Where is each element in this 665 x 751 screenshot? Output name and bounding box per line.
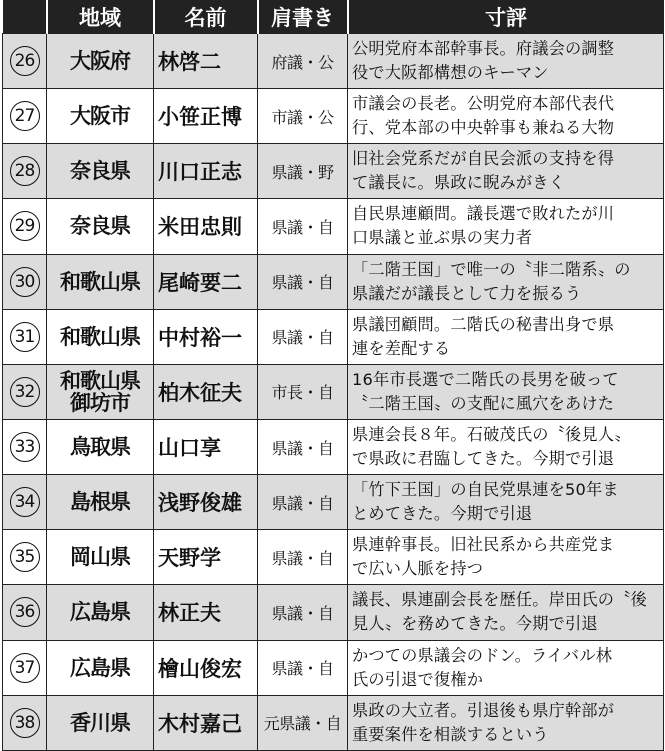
comment-line: 県連会長８年。石破茂氏の〝後見人〟 bbox=[352, 425, 631, 445]
region-cell bbox=[47, 199, 154, 254]
circled-number: 38 bbox=[10, 708, 40, 738]
comment-cell bbox=[348, 364, 664, 419]
person-title: 県議・自 bbox=[258, 419, 348, 474]
circled-number: 37 bbox=[10, 653, 40, 683]
comment-line: て議長に。県政に睨みがきく bbox=[352, 173, 566, 193]
region-text: 鳥取県 bbox=[70, 435, 130, 460]
row-number-cell bbox=[3, 254, 47, 309]
region-cell bbox=[47, 34, 154, 89]
row-number-cell bbox=[3, 585, 47, 640]
comment-cell bbox=[348, 309, 664, 364]
row-number-cell bbox=[3, 640, 47, 695]
circled-number: 27 bbox=[10, 101, 40, 131]
person-title: 県議・自 bbox=[258, 475, 348, 530]
politicians-table bbox=[2, 0, 664, 751]
region-cell bbox=[47, 530, 154, 585]
region-cell bbox=[47, 364, 154, 419]
person-title: 県議・自 bbox=[258, 254, 348, 309]
region-text: 香川県 bbox=[70, 710, 130, 735]
header-name: 名前 bbox=[154, 0, 258, 34]
region-cell bbox=[47, 640, 154, 695]
region-cell bbox=[47, 419, 154, 474]
person-name: 林啓二 bbox=[154, 34, 258, 89]
comment-line: 議長、県連副会長を歴任。岸田氏の〝後 bbox=[352, 590, 647, 610]
circled-number: 28 bbox=[10, 156, 40, 186]
person-name: 木村嘉己 bbox=[154, 695, 258, 750]
comment-line: 16年市長選で二階氏の長男を破って bbox=[352, 369, 619, 389]
table-row bbox=[3, 89, 664, 144]
table-row bbox=[3, 364, 664, 419]
comment-line: 役で大阪都構想のキーマン bbox=[352, 63, 549, 83]
comment-cell bbox=[348, 585, 664, 640]
circled-number: 36 bbox=[10, 597, 40, 627]
comment-line: 県連幹事長。旧社民系から共産党ま bbox=[352, 535, 615, 555]
person-title: 府議・公 bbox=[258, 34, 348, 89]
circled-number: 35 bbox=[10, 542, 40, 572]
region-text: 和歌山県 bbox=[60, 269, 140, 294]
region-text: 岡山県 bbox=[70, 545, 130, 570]
comment-line: かつての県議会のドン。ライバル林 bbox=[352, 645, 613, 665]
person-name: 小笹正博 bbox=[154, 89, 258, 144]
comment-cell bbox=[348, 419, 664, 474]
comment-line: で広い人脈を持つ bbox=[352, 559, 484, 579]
person-title: 市長・自 bbox=[258, 364, 348, 419]
comment-line: 公明党府本部幹事長。府議会の調整 bbox=[352, 39, 615, 59]
person-title: 県議・自 bbox=[258, 309, 348, 364]
row-number-cell bbox=[3, 530, 47, 585]
circled-number: 31 bbox=[10, 322, 40, 352]
circled-number: 34 bbox=[10, 487, 40, 517]
comment-line: とめてきた。今期で引退 bbox=[352, 504, 533, 524]
comment-cell bbox=[348, 144, 664, 199]
region-text: 広島県 bbox=[70, 600, 130, 625]
header-title: 肩書き bbox=[258, 0, 348, 34]
table-row bbox=[3, 419, 664, 474]
region-text: 島根県 bbox=[70, 490, 130, 515]
person-name: 尾崎要二 bbox=[154, 254, 258, 309]
region-text: 広島県 bbox=[70, 655, 130, 680]
table-row bbox=[3, 530, 664, 585]
row-number-cell bbox=[3, 695, 47, 750]
comment-line: 旧社会党系だが自民会派の支持を得 bbox=[352, 149, 615, 169]
comment-line: 連を差配する bbox=[352, 338, 451, 358]
region-cell bbox=[47, 309, 154, 364]
comment-line: で県政に君臨してきた。今期で引退 bbox=[352, 449, 615, 469]
region-cell bbox=[47, 695, 154, 750]
comment-line: 県政の大立者。引退後も県庁幹部が bbox=[352, 700, 615, 720]
table-row bbox=[3, 475, 664, 530]
comment-line: 氏の引退で復権か bbox=[352, 669, 484, 689]
comment-line: 行、党本部の中央幹事も兼ねる大物 bbox=[352, 118, 615, 138]
comment-line: 〝二階王国〟の支配に風穴をあけた bbox=[352, 393, 615, 413]
row-number-cell bbox=[3, 199, 47, 254]
row-number-cell bbox=[3, 419, 47, 474]
region-text: 大阪府 bbox=[70, 49, 130, 74]
table-row bbox=[3, 585, 664, 640]
row-number-cell bbox=[3, 475, 47, 530]
comment-line: 「竹下王国」の自民党県連を50年ま bbox=[352, 480, 619, 500]
row-number-cell bbox=[3, 34, 47, 89]
comment-line: 自民県連顧問。議長選で敗れたが川 bbox=[352, 204, 615, 224]
region-cell bbox=[47, 585, 154, 640]
row-number-cell bbox=[3, 364, 47, 419]
comment-cell bbox=[348, 475, 664, 530]
region-cell bbox=[47, 254, 154, 309]
person-title: 県議・野 bbox=[258, 144, 348, 199]
comment-cell bbox=[348, 640, 664, 695]
comment-line: 見人〟を務めてきた。今期で引退 bbox=[352, 614, 598, 634]
person-name: 浅野俊雄 bbox=[154, 475, 258, 530]
table-header bbox=[3, 0, 664, 34]
person-name: 天野学 bbox=[154, 530, 258, 585]
region-text: 御坊市 bbox=[70, 390, 130, 415]
header-comment: 寸評 bbox=[348, 0, 664, 34]
person-title: 元県議・自 bbox=[258, 695, 348, 750]
person-name: 林正夫 bbox=[154, 585, 258, 640]
row-number-cell bbox=[3, 309, 47, 364]
comment-cell bbox=[348, 254, 664, 309]
table-row bbox=[3, 695, 664, 750]
table-row bbox=[3, 309, 664, 364]
table-body bbox=[3, 34, 664, 751]
person-name: 川口正志 bbox=[154, 144, 258, 199]
person-name: 米田忠則 bbox=[154, 199, 258, 254]
region-cell bbox=[47, 475, 154, 530]
circled-number: 32 bbox=[10, 377, 40, 407]
table-row bbox=[3, 254, 664, 309]
table-row bbox=[3, 640, 664, 695]
region-text: 和歌山県 bbox=[60, 324, 140, 349]
region-cell bbox=[47, 89, 154, 144]
comment-cell bbox=[348, 199, 664, 254]
comment-line: 重要案件を相談するという bbox=[352, 724, 549, 744]
region-text: 和歌山県 bbox=[60, 368, 140, 393]
person-name: 檜山俊宏 bbox=[154, 640, 258, 695]
region-text: 大阪市 bbox=[70, 104, 130, 129]
person-title: 市議・公 bbox=[258, 89, 348, 144]
person-name: 柏木征夫 bbox=[154, 364, 258, 419]
circled-number: 26 bbox=[10, 46, 40, 76]
region-cell bbox=[47, 144, 154, 199]
person-name: 中村裕一 bbox=[154, 309, 258, 364]
circled-number: 30 bbox=[10, 267, 40, 297]
person-title: 県議・自 bbox=[258, 640, 348, 695]
comment-line: 県議だが議長として力を振るう bbox=[352, 283, 582, 303]
header-region: 地域 bbox=[47, 0, 154, 34]
person-title: 県議・自 bbox=[258, 530, 348, 585]
comment-line: 「二階王国」で唯一の〝非二階系〟の bbox=[352, 259, 631, 279]
region-text: 奈良県 bbox=[70, 159, 130, 184]
person-title: 県議・自 bbox=[258, 199, 348, 254]
comment-cell bbox=[348, 89, 664, 144]
table-row bbox=[3, 144, 664, 199]
table-row bbox=[3, 34, 664, 89]
comment-cell bbox=[348, 530, 664, 585]
comment-line: 県議団顧問。二階氏の秘書出身で県 bbox=[352, 314, 615, 334]
person-name: 山口享 bbox=[154, 419, 258, 474]
header-number bbox=[3, 0, 47, 34]
circled-number: 33 bbox=[10, 432, 40, 462]
table-row bbox=[3, 199, 664, 254]
person-title: 県議・自 bbox=[258, 585, 348, 640]
circled-number: 29 bbox=[10, 211, 40, 241]
comment-cell bbox=[348, 34, 664, 89]
row-number-cell bbox=[3, 144, 47, 199]
region-text: 奈良県 bbox=[70, 214, 130, 239]
comment-line: 市議会の長老。公明党府本部代表代 bbox=[352, 94, 615, 114]
comment-cell bbox=[348, 695, 664, 750]
comment-line: 口県議と並ぶ県の実力者 bbox=[352, 228, 533, 248]
row-number-cell bbox=[3, 89, 47, 144]
